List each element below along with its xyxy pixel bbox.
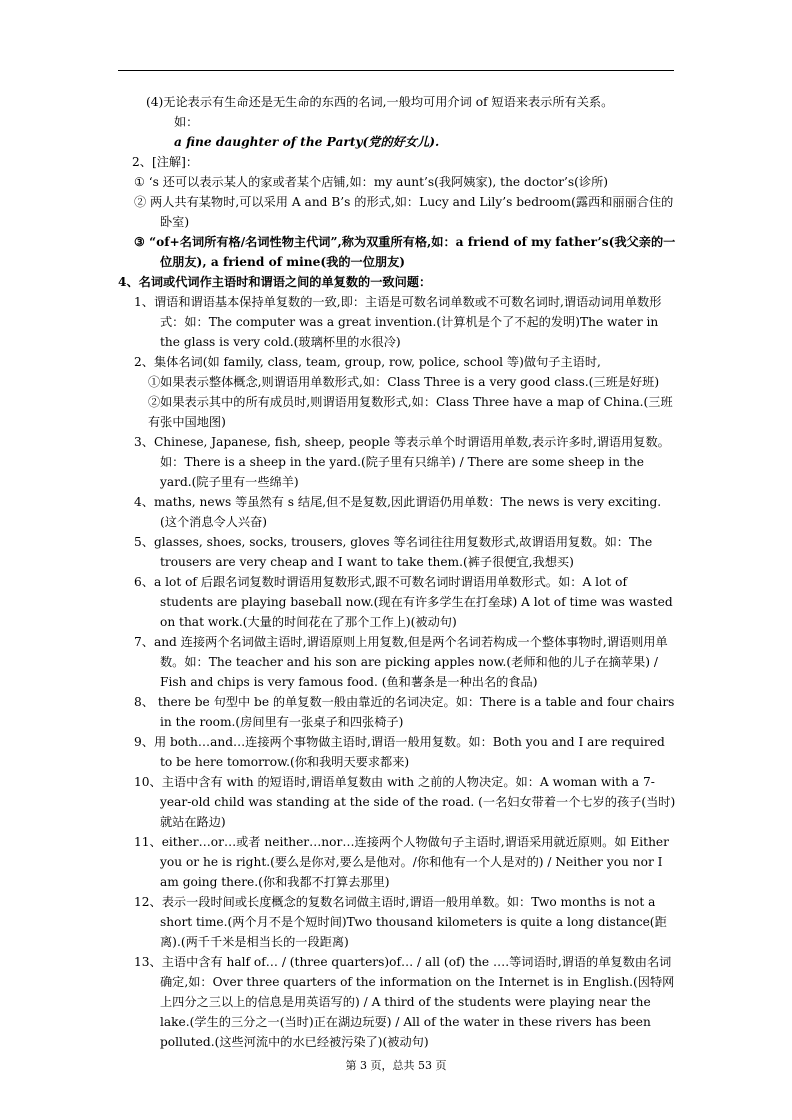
paragraph: ②如果表示其中的所有成员时,则谓语用复数形式,如：Class Three have a map of China.(三班有张中国地图) bbox=[148, 395, 673, 429]
list-item: 11、either…or…或者 neither…nor…连接两个人物做句子主语时,谓语采用就近原则。如 Either you or he is right.(要么是你对,要么是他对。/你和他有一个人是对的) / Neither you nor I am going there.(你和我都不打算去那里) bbox=[134, 835, 669, 889]
list-item: 6、a lot of 后跟名词复数时谓语用复数形式,跟不可数名词时谓语用单数形式。如：A lot of students are playing baseball now.(现在有许多学生在打垒球) A lot of time was wasted on that work.(大量的时间花在了那个工作上)(被动句) bbox=[134, 575, 673, 629]
paragraph: (4)无论表示有生命还是无生命的东西的名词,一般均可用介词 of 短语来表示所有关系。 bbox=[146, 95, 614, 109]
list-item: 8、 there be 句型中 be 的单复数一般由靠近的名词决定。如：There is a table and four chairs in the room.(房间里有一张桌子和四张椅子) bbox=[134, 695, 675, 729]
page-footer: 第 3 页，总共 53 页 bbox=[345, 1059, 447, 1072]
list-item: 5、glasses, shoes, socks, trousers, gloves 等名词往往用复数形式,故谓语用复数。如：The trousers are very cheap and I want to take them.(裤子很便宜,我想买) bbox=[134, 535, 653, 569]
list-item: 2、集体名词(如 family, class, team, group, row, police, school 等)做句子主语时, bbox=[134, 355, 601, 369]
paragraph: ①如果表示整体概念,则谓语用单数形式,如：Class Three is a very good class.(三班是好班) bbox=[148, 375, 660, 389]
note-heading: 2、[注解]： bbox=[132, 155, 199, 169]
list-item: 9、用 both…and…连接两个事物做主语时,谓语一般用复数。如：Both you and I are required to be here tomorrow.(你和我明天要求都来) bbox=[134, 735, 665, 769]
list-item: 13、主语中含有 half of… / (three quarters)of… / all (of) the ….等词语时,谓语的单复数由名词确定,如：Over three quarters of the information on the Internet is in English.(因特网上四分之三以上的信息是用英语写的) / A third of the students were playing near the lake.(学生的三分之一(当时)正在湖边玩耍) / All of the water in these rivers has been polluted.(这些河流中的水已经被污染了)(被动句) bbox=[134, 955, 675, 1049]
paragraph: 如： bbox=[174, 115, 199, 129]
list-item: 12、表示一段时间或长度概念的复数名词做主语时,谓语一般用单数。如：Two months is not a short time.(两个月不是个短时间)Two thousand kilometers is quite a long distance(距离).(两千千米是相当长的一段距离) bbox=[134, 895, 667, 949]
list-item: 1、谓语和谓语基本保持单复数的一致,即：主语是可数名词单数或不可数名词时,谓语动词用单数形式：如：The computer was a great invention.(计算机是个了不起的发明)The water in the glass is very cold.(玻璃杯里的水很冷) bbox=[134, 295, 662, 349]
header-rule bbox=[118, 70, 674, 71]
list-item: ① ‘s 还可以表示某人的家或者某个店铺,如：my aunt’s(我阿姨家), the doctor’s(诊所) bbox=[134, 175, 609, 189]
paragraph: a fine daughter of the Party(党的好女儿). bbox=[174, 135, 440, 149]
document-body bbox=[118, 92, 678, 1052]
list-item: 7、and 连接两个名词做主语时,谓语原则上用复数,但是两个名词若构成一个整体事物时,谓语则用单数。如：The teacher and his son are picking apples now.(老师和他的儿子在摘苹果) / Fish and chips is very famous food. (鱼和薯条是一种出名的食品) bbox=[134, 635, 668, 689]
section-heading: 4、名词或代词作主语时和谓语之间的单复数的一致问题： bbox=[118, 275, 432, 289]
list-item: 10、主语中含有 with 的短语时,谓语单复数由 with 之前的人物决定。如：A woman with a 7-year-old child was standing at the side of the road. (一名妇女带着一个七岁的孩子(当时)就站在路边) bbox=[134, 775, 676, 829]
list-item: ③ “of+名词所有格/名词性物主代词”,称为双重所有格,如：a friend of my father’s(我父亲的一位朋友), a friend of mine(我的一位朋友) bbox=[134, 235, 676, 269]
list-item: 4、maths, news 等虽然有 s 结尾,但不是复数,因此谓语仍用单数：The news is very exciting.(这个消息令人兴奋) bbox=[134, 495, 662, 529]
list-item: ② 两人共有某物时,可以采用 A and B’s 的形式,如：Lucy and Lily’s bedroom(露西和丽丽合住的卧室) bbox=[134, 195, 674, 229]
list-item: 3、Chinese, Japanese, fish, sheep, people 等表示单个时谓语用单数,表示许多时,谓语用复数。如：There is a sheep in the yard.(院子里有只绵羊) / There are some sheep in the yard.(院子里有一些绵羊) bbox=[134, 435, 670, 489]
